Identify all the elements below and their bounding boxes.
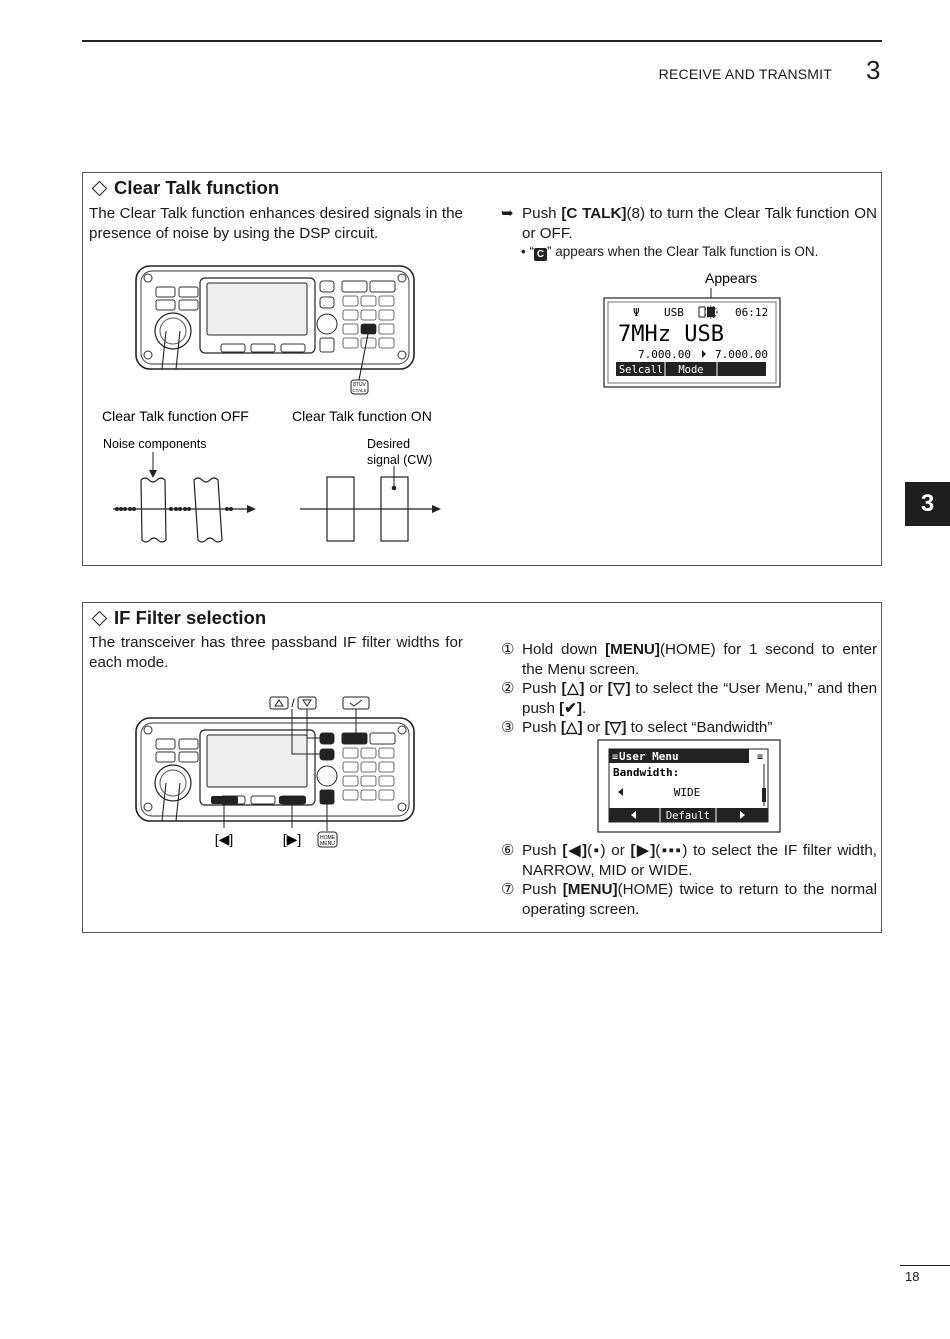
lcd-freq-2: 7.000.00 xyxy=(715,348,768,361)
page-number: 18 xyxy=(905,1269,920,1284)
appears-label: Appears xyxy=(705,270,758,286)
step-text: to select “Bandwidth” xyxy=(626,719,773,736)
step-text: or xyxy=(584,680,608,697)
step-text: Hold down xyxy=(522,641,606,658)
lcd-bandwidth-item: Bandwidth: xyxy=(613,766,680,779)
step-text: . xyxy=(582,699,587,717)
key-reference: [▶] xyxy=(630,842,656,859)
key-reference: [▽] xyxy=(604,719,627,736)
if-filter-intro: The transceiver has three passband IF filter widths for each mode. xyxy=(89,634,463,671)
step-text: (▪▪▪) to select the IF filter width, NARROW, MID or WIDE. xyxy=(522,842,877,879)
step-number: ③ xyxy=(501,719,515,736)
lcd-big-display: 7MHz USB xyxy=(618,322,724,347)
step-number: ② xyxy=(501,680,515,697)
ctalk-key-highlight xyxy=(361,324,376,334)
key-reference: [✔] xyxy=(559,699,582,717)
antenna-icon: Ψ xyxy=(633,306,640,319)
clear-talk-title: Clear Talk function xyxy=(114,177,280,198)
lcd-clock: 06:12 xyxy=(735,306,769,319)
header-chapter-number: 3 xyxy=(866,55,881,85)
transceiver-illustration-2 xyxy=(136,696,414,847)
step-text: or xyxy=(582,719,605,736)
key-reference: [◀] xyxy=(562,842,588,859)
step-text: Push xyxy=(522,719,561,736)
step-text: (HOME) twice to return to the normal operating screen. xyxy=(522,881,877,918)
ct-off-label: Clear Talk function OFF xyxy=(102,408,249,424)
step-number: ① xyxy=(501,641,515,658)
right-key-label: [▶] xyxy=(282,831,302,847)
note-rest: ” appears when the Clear Talk function is ON. xyxy=(546,244,819,259)
c-indicator-icon xyxy=(707,307,715,317)
menu-key-label: MENU xyxy=(320,841,335,847)
arrow-icon: ➥ xyxy=(501,205,514,222)
step-number: ⑥ xyxy=(501,842,515,859)
chapter-side-tab: 3 xyxy=(905,482,950,526)
footer-rule xyxy=(900,1265,950,1266)
key-reference: [△] xyxy=(561,680,585,697)
user-menu-lcd xyxy=(598,740,780,832)
key-reference: [▽] xyxy=(607,680,631,697)
desired-signal-label-2: signal (CW) xyxy=(367,453,433,467)
lcd-mode-small: USB xyxy=(664,306,684,319)
lcd-softkey-mode: Mode xyxy=(678,364,704,376)
transceiver-illustration-1 xyxy=(136,266,414,394)
updown-separator: / xyxy=(291,696,295,710)
step-text: (▪) or xyxy=(587,842,631,859)
c-indicator-icon: C xyxy=(534,248,547,261)
scroll-icon: ≡ xyxy=(757,752,764,763)
ct-on-label: Clear Talk function ON xyxy=(292,408,432,424)
step-text: Push xyxy=(522,881,563,898)
note-bullet: • “ xyxy=(521,244,534,259)
desired-signal-label-1: Desired xyxy=(367,437,411,451)
ctalk-key-label-top: 8TUV xyxy=(353,382,366,388)
menu-icon: ≡ xyxy=(612,752,619,763)
home-key-label: HOME xyxy=(320,835,335,841)
step-text: (HOME) for 1 second to enter the Menu screen. xyxy=(522,641,878,678)
header-title: RECEIVE AND TRANSMIT xyxy=(658,66,832,82)
lcd-bandwidth-value: WIDE xyxy=(673,786,701,799)
check-key-callout xyxy=(343,697,369,709)
clear-talk-signal-diagram xyxy=(102,408,441,542)
lcd-user-menu-header: User Menu xyxy=(619,750,679,763)
key-reference: [MENU] xyxy=(605,641,660,658)
step-text: to select the “User Menu,” and then push xyxy=(522,680,878,717)
down-key-callout xyxy=(298,697,316,709)
key-reference: [MENU] xyxy=(562,881,618,898)
noise-components-label: Noise components xyxy=(103,437,207,451)
step-text: Push xyxy=(522,680,562,697)
clear-talk-intro: The Clear Talk function enhances desired signals in the presence of noise by using the DSP circuit. xyxy=(89,205,463,242)
step-push-text: Push xyxy=(522,205,562,222)
left-key-label: [◀] xyxy=(214,831,234,847)
up-key-callout xyxy=(270,697,288,709)
lcd-freq-1: 7.000.00 xyxy=(638,348,691,361)
lcd-softkey-selcall: Selcall xyxy=(618,364,664,376)
ctalk-key-text: [C TALK] xyxy=(561,205,627,222)
key-reference: [△] xyxy=(560,719,583,736)
step-text: Push xyxy=(522,842,563,859)
step-number: ⑦ xyxy=(501,881,515,898)
clear-talk-lcd xyxy=(604,270,780,387)
if-filter-title: IF Filter selection xyxy=(114,607,267,628)
ctalk-key-label-bottom: CTALK xyxy=(352,388,367,393)
lcd-softkey-default: Default xyxy=(665,810,711,822)
step-rest-text: (8) to turn the Clear Talk function ON or OFF. xyxy=(522,205,877,242)
